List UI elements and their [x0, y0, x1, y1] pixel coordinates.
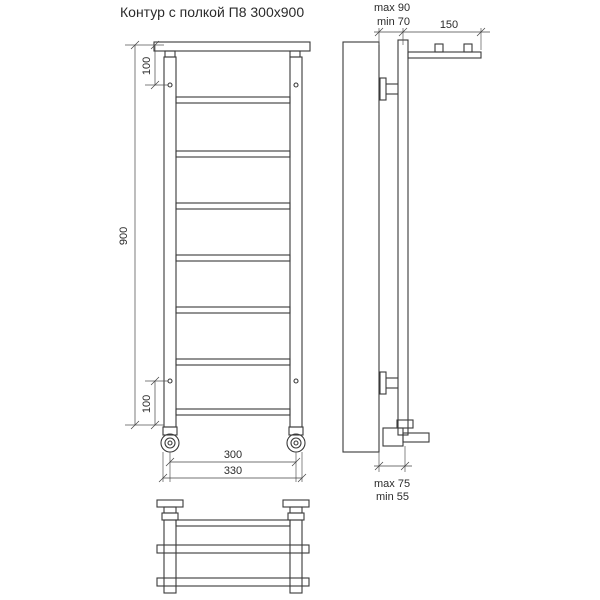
rung	[176, 97, 290, 103]
dim-wall-min-top: min 70	[377, 16, 411, 28]
top-view	[157, 500, 309, 593]
mount-hole	[294, 83, 298, 87]
side-valve-pipe	[403, 433, 429, 442]
valve-left	[161, 427, 179, 452]
top-valve-head-right	[283, 500, 309, 507]
drawing-title: Контур с полкой П8 300х900	[120, 4, 305, 20]
dim-bottom-gap: 100	[141, 394, 153, 414]
bracket-cap	[380, 78, 386, 100]
mount-hole	[294, 379, 298, 383]
top-valve-head-left	[157, 500, 183, 507]
side-shelf	[408, 52, 481, 58]
rung	[176, 409, 290, 415]
rung	[176, 359, 290, 365]
dim-wall-max-bottom: max 75	[374, 478, 411, 490]
dim-wall-max-top: max 90	[374, 2, 411, 14]
shelf-top	[154, 42, 310, 51]
rung	[176, 255, 290, 261]
top-post-left	[164, 520, 176, 593]
right-post	[290, 57, 302, 427]
rung	[176, 151, 290, 157]
shelf-rail	[435, 44, 443, 52]
rung	[176, 307, 290, 313]
side-view	[343, 40, 481, 452]
shelf-bracket-right	[290, 51, 300, 57]
side-dimensions	[374, 28, 490, 472]
top-shelf-bar	[157, 578, 309, 586]
front-vertical-dimensions	[125, 41, 168, 429]
rung	[176, 203, 290, 209]
dim-shelf-depth: 150	[439, 19, 459, 31]
front-view	[154, 42, 310, 452]
dim-inner-width: 300	[223, 449, 243, 461]
shelf-bracket-left	[165, 51, 175, 57]
bracket-cap	[380, 372, 386, 394]
side-post	[398, 40, 408, 435]
side-valve	[383, 428, 403, 446]
shelf-rail	[464, 44, 472, 52]
dim-height: 900	[118, 226, 130, 246]
dim-outer-width: 330	[223, 465, 243, 477]
mount-hole	[168, 83, 172, 87]
wall	[343, 42, 379, 452]
dim-top-gap: 100	[141, 56, 153, 76]
top-post-right	[290, 520, 302, 593]
valve-right	[287, 427, 305, 452]
top-crossbar	[176, 520, 290, 526]
mount-hole	[168, 379, 172, 383]
side-valve-nut	[397, 420, 413, 428]
top-shelf-bar	[157, 545, 309, 553]
dim-wall-min-bottom: min 55	[376, 491, 410, 503]
left-post	[164, 57, 176, 427]
